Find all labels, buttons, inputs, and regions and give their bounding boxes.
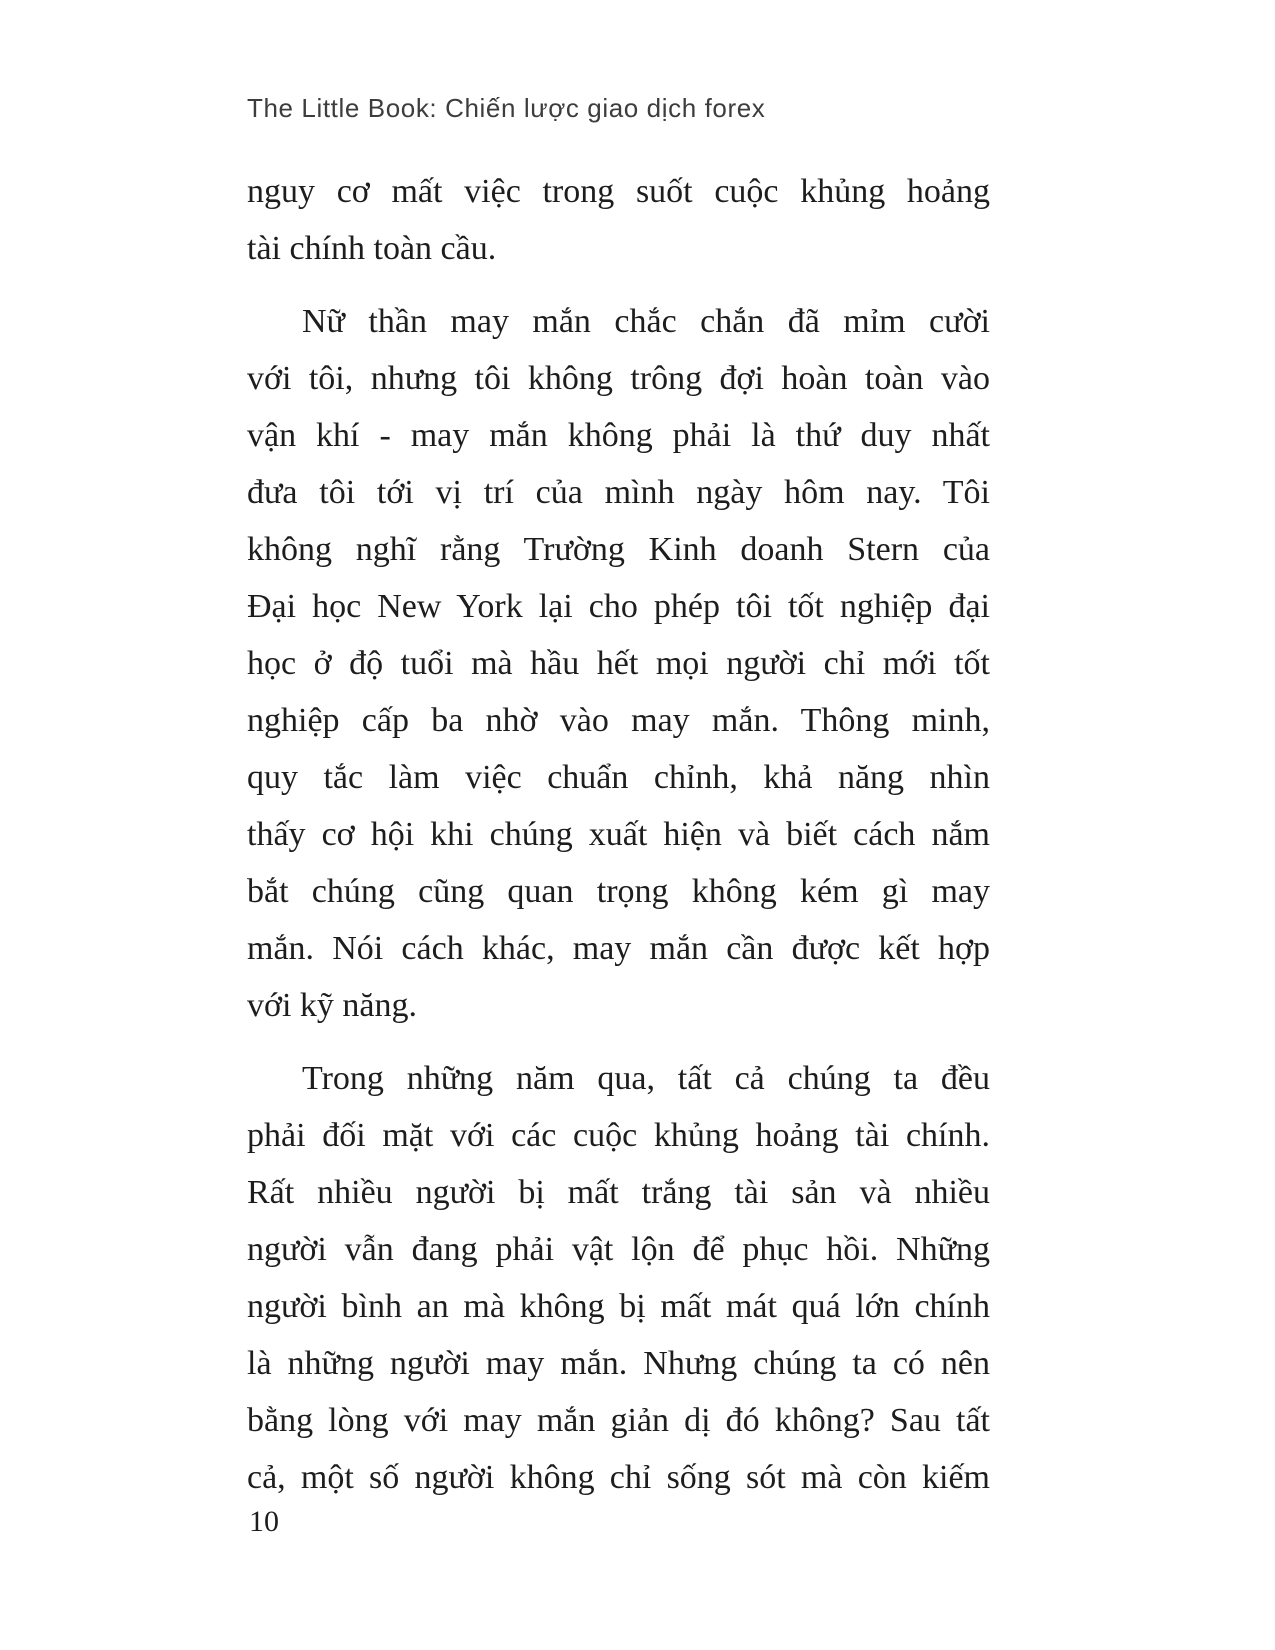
text-line: vận khí - may mắn không phải là thứ duy nhất [247,417,990,454]
text-line: Rất nhiều người bị mất trắng tài sản và nhiều [247,1174,990,1211]
text-line: Nữ thần may mắn chắc chắn đã mỉm cười [302,303,990,340]
text-line: học ở độ tuổi mà hầu hết mọi người chỉ mới tốt [247,645,990,682]
page-number: 10 [249,1505,279,1538]
text-line: bằng lòng với may mắn giản dị đó không? Sau tất [247,1402,990,1439]
text-line: bắt chúng cũng quan trọng không kém gì may [247,873,990,910]
text-line: phải đối mặt với các cuộc khủng hoảng tài chính. [247,1117,990,1154]
paragraph [247,163,990,277]
text-line: người bình an mà không bị mất mát quá lớn chính [247,1288,990,1325]
text-line: Đại học New York lại cho phép tôi tốt nghiệp đại [247,588,990,625]
text-line: cả, một số người không chỉ sống sót mà còn kiếm [247,1459,990,1496]
text-line: không nghĩ rằng Trường Kinh doanh Stern của [247,531,990,568]
text-line: với tôi, nhưng tôi không trông đợi hoàn toàn vào [247,360,990,397]
text-line: với kỹ năng. [247,987,418,1024]
text-line: quy tắc làm việc chuẩn chỉnh, khả năng nhìn [247,759,990,796]
running-header: The Little Book: Chiến lược giao dịch forex [247,93,766,123]
text-line: người vẫn đang phải vật lộn để phục hồi. Những [247,1231,990,1268]
text-line: đưa tôi tới vị trí của mình ngày hôm nay. Tôi [247,474,990,511]
paragraph [247,1050,990,1506]
text-line: mắn. Nói cách khác, may mắn cần được kết hợp [247,930,990,967]
text-line: nguy cơ mất việc trong suốt cuộc khủng hoảng [247,173,990,210]
text-line: tài chính toàn cầu. [247,230,497,267]
text-line: nghiệp cấp ba nhờ vào may mắn. Thông minh, [247,702,990,739]
text-line: là những người may mắn. Nhưng chúng ta có nên [247,1345,990,1382]
text-line: thấy cơ hội khi chúng xuất hiện và biết cách nắm [247,816,990,853]
text-line: Trong những năm qua, tất cả chúng ta đều [302,1060,990,1097]
body-text [247,163,990,1506]
paragraph [247,293,990,1034]
